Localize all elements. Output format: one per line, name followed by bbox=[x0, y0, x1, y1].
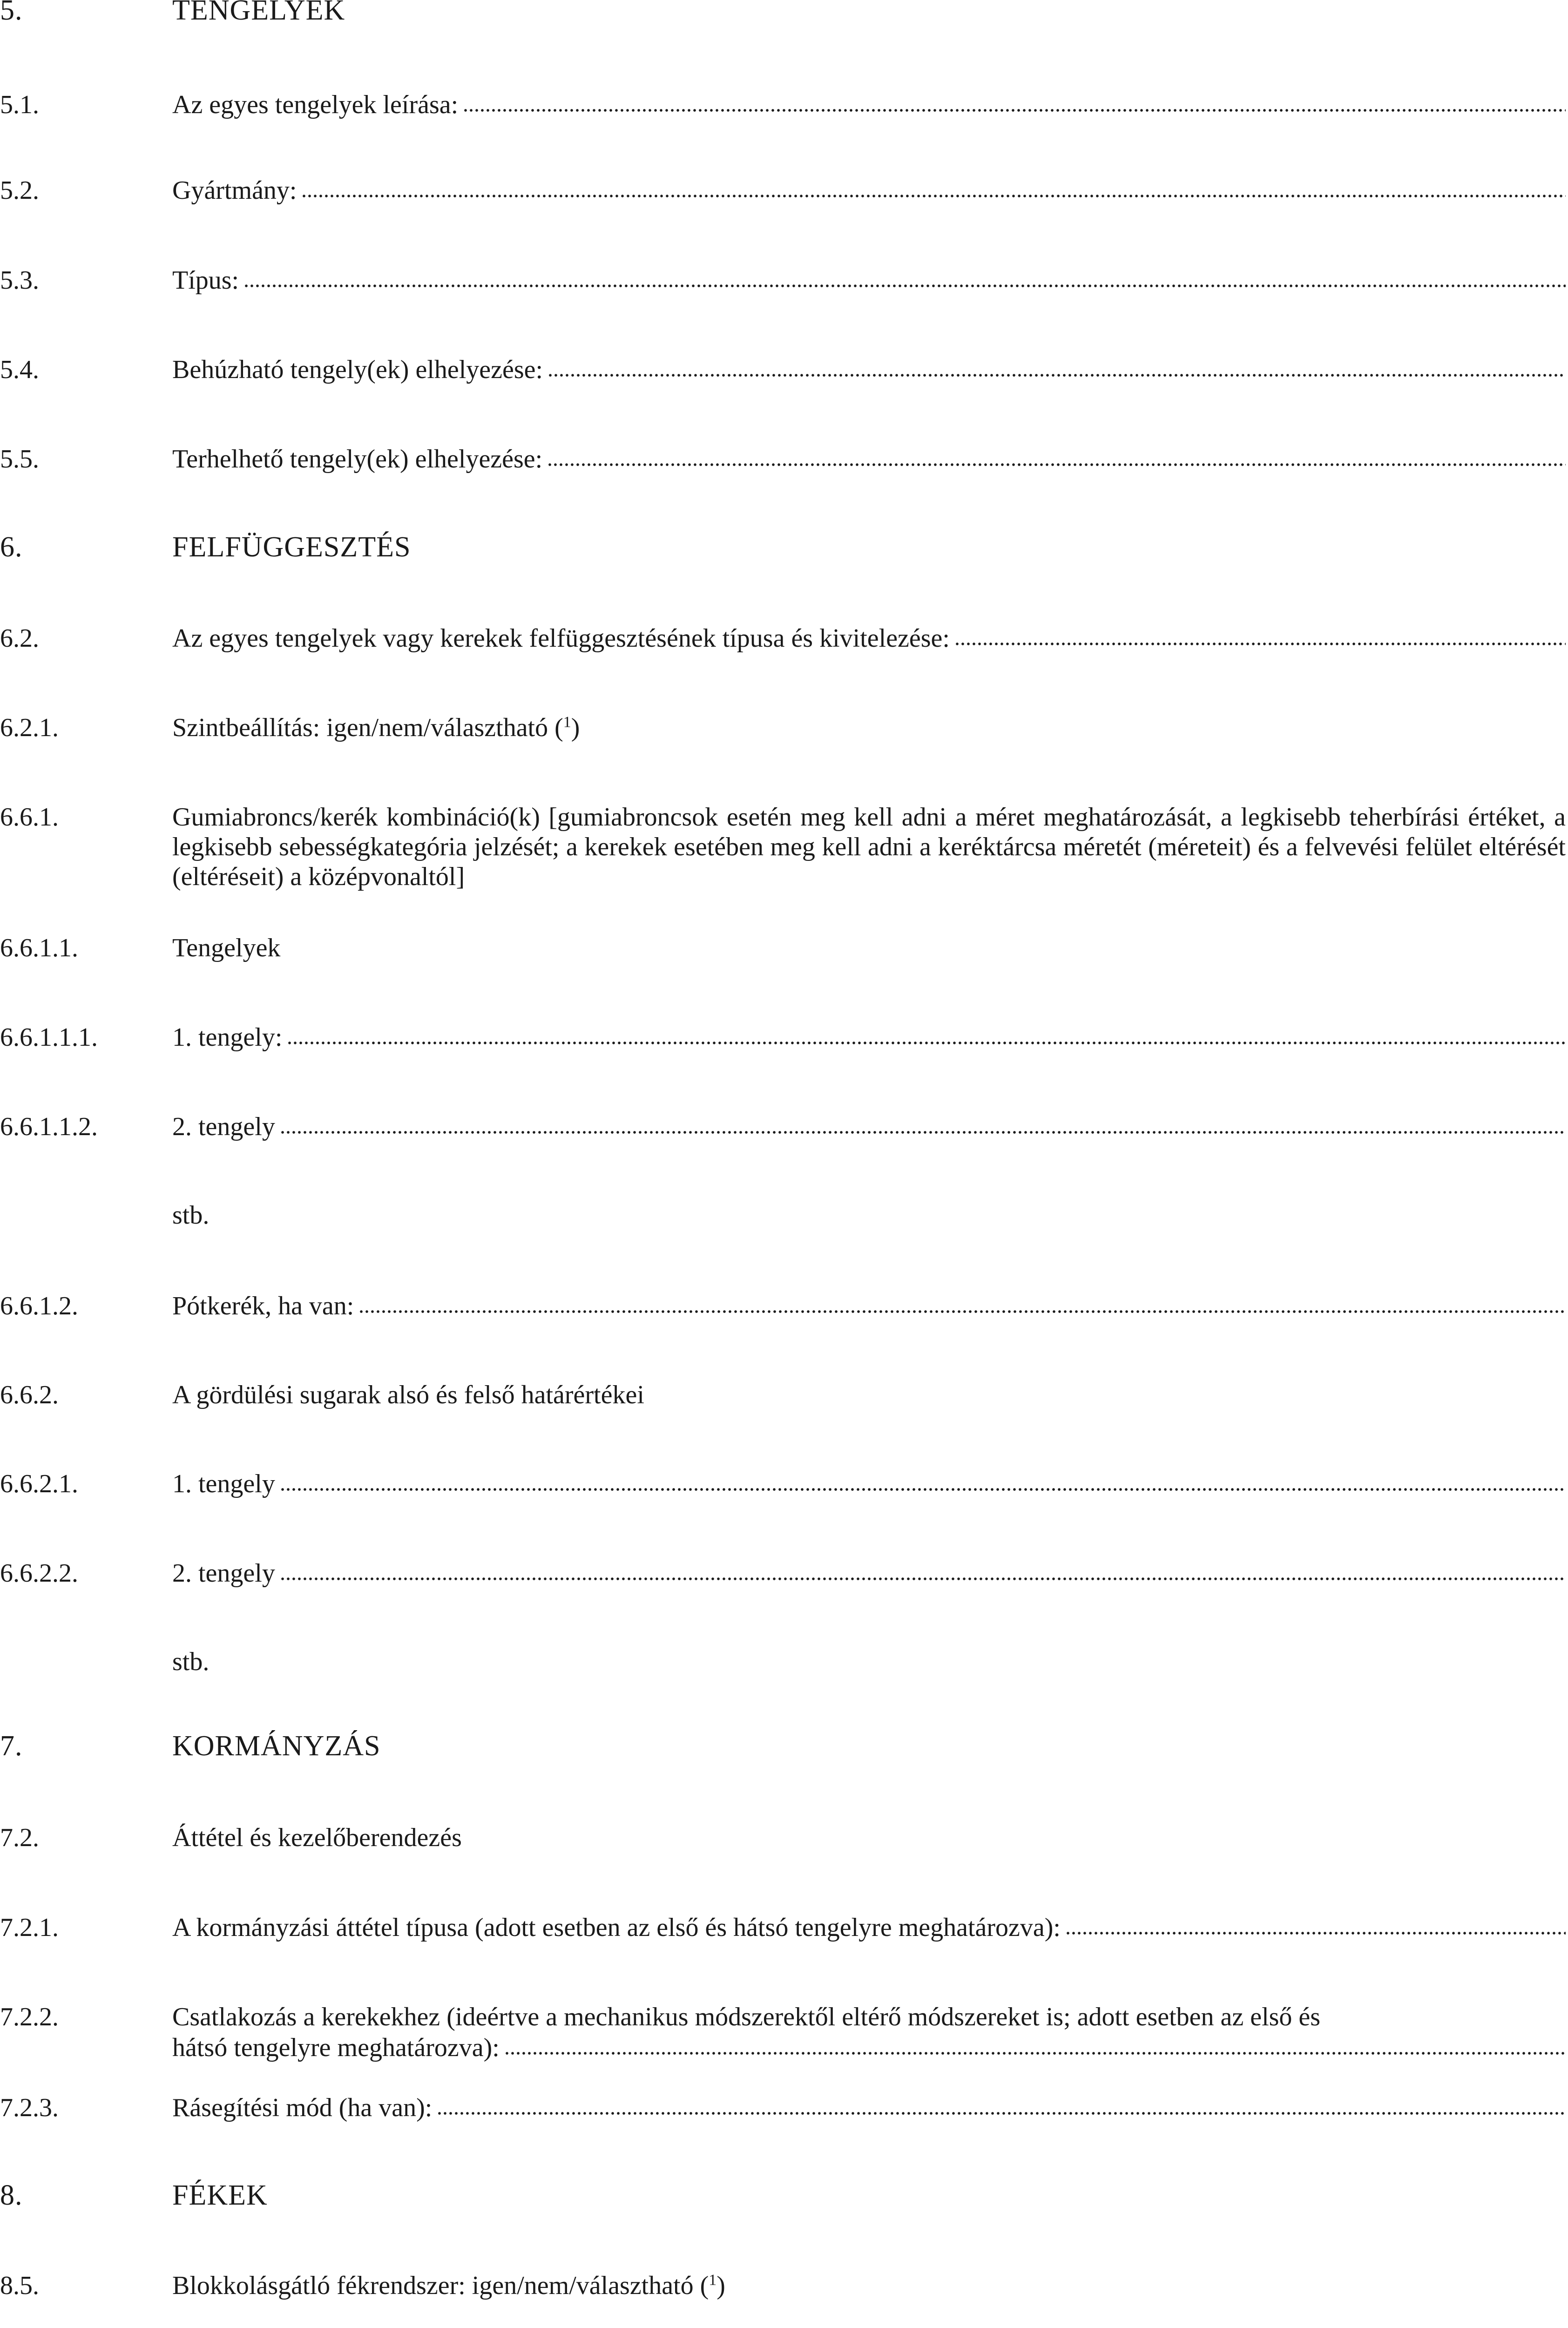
fill-in-line[interactable] bbox=[547, 462, 1566, 467]
field-label: A gördülési sugarak alsó és felső határértékei bbox=[172, 1381, 644, 1409]
footnote-ref: 1 bbox=[709, 2271, 717, 2289]
item-number: 8.5. bbox=[0, 2271, 39, 2300]
field-label: Tengelyek bbox=[172, 934, 281, 962]
item-number: 5.5. bbox=[0, 445, 39, 474]
section-number: 5. bbox=[0, 0, 23, 26]
fill-in-line[interactable] bbox=[437, 2111, 1566, 2116]
item-number: 6.2. bbox=[0, 624, 39, 653]
item-number: 7.2. bbox=[0, 1823, 39, 1852]
field-label: 2. tengely bbox=[172, 1112, 275, 1141]
item-number: 6.6.1.1.2. bbox=[0, 1112, 98, 1141]
item-number: 6.6.2.2. bbox=[0, 1559, 78, 1588]
section-number: 6. bbox=[0, 531, 23, 563]
fill-in-line[interactable] bbox=[358, 1309, 1566, 1314]
section-title: TENGELYEK bbox=[172, 0, 345, 26]
section-title: FÉKEK bbox=[172, 2179, 268, 2211]
fill-in-line[interactable] bbox=[280, 1130, 1566, 1135]
item-number: 6.6.1. bbox=[0, 803, 59, 832]
section-number: 8. bbox=[0, 2179, 23, 2211]
fill-in-line[interactable] bbox=[287, 1040, 1566, 1046]
paragraph-text: Gumiabroncs/kerék kombináció(k) [gumiabroncsok esetén meg kell adni a méret meghatározását, a legkisebb teherbírási értéket, a legkisebb sebességkategória jelzését; a kerekek esetében meg kell adni a keréktárcsa méretét (méreteit) és a felvevési felület eltérését (eltéréseit) a középvonaltól] bbox=[172, 803, 1566, 891]
field-label: 1. tengely: bbox=[172, 1023, 283, 1052]
field-label: Rásegítési mód (ha van): bbox=[172, 2093, 433, 2122]
item-number: 6.6.1.1. bbox=[0, 934, 78, 962]
field-label-continued: hátsó tengelyre meghatározva): bbox=[172, 2033, 500, 2062]
field-label: A kormányzási áttétel típusa (adott esetben az első és hátsó tengelyre meghatározva): bbox=[172, 1913, 1061, 1942]
item-number: 6.2.1. bbox=[0, 713, 59, 742]
section-number: 7. bbox=[0, 1730, 23, 1762]
field-label: Áttétel és kezelőberendezés bbox=[172, 1823, 462, 1852]
field-label: Behúzható tengely(ek) elhelyezése: bbox=[172, 355, 543, 384]
item-number: 5.2. bbox=[0, 176, 39, 205]
fill-in-line[interactable] bbox=[301, 193, 1566, 199]
field-label: Szintbeállítás: igen/nem/választható ( bbox=[172, 713, 563, 742]
fill-in-line[interactable] bbox=[243, 283, 1566, 289]
field-label: Blokkolásgátló fékrendszer: igen/nem/választható ( bbox=[172, 2271, 709, 2300]
footnote-ref: 1 bbox=[563, 713, 571, 731]
fill-in-line[interactable] bbox=[463, 108, 1566, 113]
fill-in-line[interactable] bbox=[280, 1576, 1566, 1582]
item-number: 6.6.2.1. bbox=[0, 1469, 78, 1498]
item-number: 6.6.2. bbox=[0, 1381, 59, 1409]
field-label: Pótkerék, ha van: bbox=[172, 1292, 354, 1320]
item-number: 6.6.1.1.1. bbox=[0, 1023, 98, 1052]
item-number: 6.6.1.2. bbox=[0, 1292, 78, 1320]
item-number: 5.3. bbox=[0, 266, 39, 295]
fill-in-line[interactable] bbox=[1065, 1930, 1566, 1936]
item-number: 5.1. bbox=[0, 90, 39, 119]
section-title: KORMÁNYZÁS bbox=[172, 1730, 381, 1762]
field-label: Gyártmány: bbox=[172, 176, 297, 205]
field-label: Terhelhető tengely(ek) elhelyezése: bbox=[172, 445, 543, 474]
field-label: Az egyes tengelyek leírása: bbox=[172, 90, 459, 119]
item-number: 7.2.2. bbox=[0, 2003, 59, 2031]
continuation-text: stb. bbox=[172, 1647, 210, 1676]
item-number: 5.4. bbox=[0, 355, 39, 384]
field-label: 2. tengely bbox=[172, 1559, 275, 1588]
field-label: 1. tengely bbox=[172, 1469, 275, 1498]
item-number: 7.2.1. bbox=[0, 1913, 59, 1942]
fill-in-line[interactable] bbox=[280, 1487, 1566, 1492]
fill-in-line[interactable] bbox=[504, 2051, 1566, 2056]
field-label: Típus: bbox=[172, 266, 239, 295]
field-label-suffix: ) bbox=[571, 713, 580, 742]
item-number: 7.2.3. bbox=[0, 2093, 59, 2122]
field-label: Az egyes tengelyek vagy kerekek felfüggesztésének típusa és kivitelezése: bbox=[172, 624, 950, 653]
continuation-text: stb. bbox=[172, 1201, 210, 1230]
fill-in-line[interactable] bbox=[547, 372, 1566, 378]
field-label: Csatlakozás a kerekekhez (ideértve a mechanikus módszerektől eltérő módszereket is; adott esetben az első és bbox=[172, 2003, 1321, 2031]
field-label-suffix: ) bbox=[716, 2271, 725, 2300]
fill-in-line[interactable] bbox=[954, 641, 1566, 647]
section-title: FELFÜGGESZTÉS bbox=[172, 531, 411, 563]
